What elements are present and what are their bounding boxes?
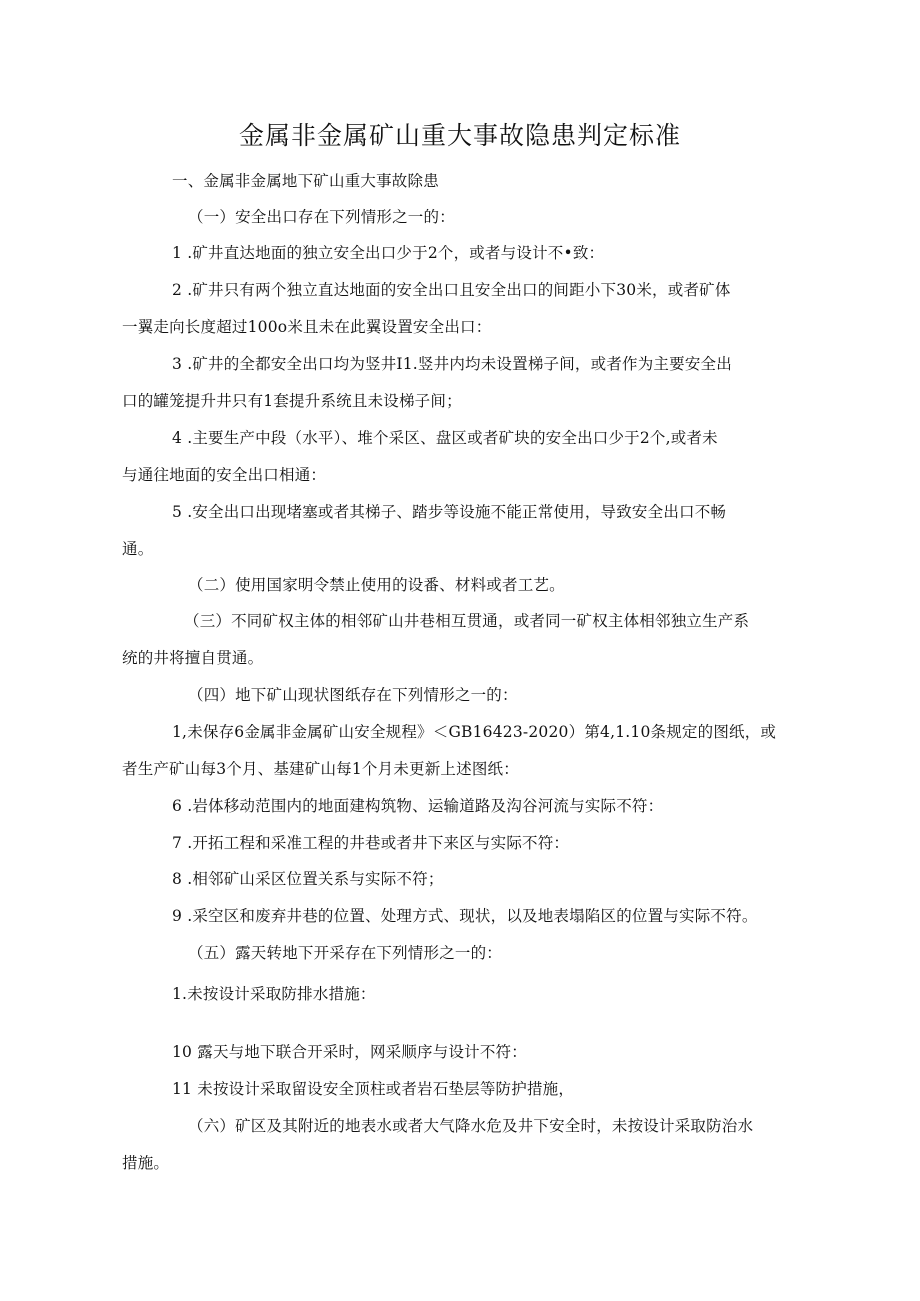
section-heading: 一、金属非金属地下矿山重大事故除患 [172,172,439,190]
list-item: 6 .岩体移动范围内的地面建构筑物、运输道路及沟谷河流与实际不符： [172,797,664,815]
list-item-continuation: 与通往地面的安全出口相通： [122,466,327,484]
list-item-continuation: 口的罐笼提升井只有1套提升系统且未设梯子间； [122,392,462,410]
list-item-continuation: 一翼走向长度超过100o米且未在此翼设置安全出口： [122,318,492,336]
subsection-heading: （一）安全出口存在下列情形之一的： [188,208,455,226]
list-item-continuation: 通。 [122,540,154,558]
subsection-continuation: 措施。 [122,1154,170,1172]
list-item: 8 .相邻矿山采区位置关系与实际不符； [172,870,444,888]
subsection-heading: （六）矿区及其附近的地表水或者大气降水危及井下安全时，未按设计采取防治水 [188,1117,754,1135]
list-item: 5 .安全出口出现堵塞或者其梯子、踏步等设施不能正常使用，导致安全出口不畅 [172,503,727,521]
list-item: 7 .开拓工程和采准工程的井巷或者井下来区与实际不符： [172,834,570,852]
list-item: 11 未按设计采取留设安全顶柱或者岩石垫层等防护措施， [172,1080,575,1098]
subsection-continuation: 统的井将擅自贯通。 [122,649,264,667]
list-item: 1 .矿井直达地面的独立安全出口少于2个，或者与设计不•致： [172,244,605,262]
document-title: 金属非金属矿山重大事故隐患判定标准 [238,121,681,150]
list-item: 2 .矿井只有两个独立直达地面的安全出口且安全出口的间距小下30米，或者矿体 [172,281,731,299]
list-item: 9 .采空区和废弃井巷的位置、处理方式、现状，以及地表塌陷区的位置与实际不符。 [172,907,758,925]
list-item: 1.未按设计采取防排水措施： [172,985,376,1003]
subsection-heading: （二）使用国家明令禁止使用的设番、材料或者工艺。 [188,576,565,594]
list-item: 3 .矿井的全都安全出口均为竖井I1.竖井内均未设置梯子间，或者作为主要安全出 [172,355,732,373]
subsection-heading: （五）露天转地下开采存在下列情形之一的： [188,944,503,962]
list-item: 1,未保存6金属非金属矿山安全规程》＜GB16423-2020）第4,1.10条规定的图纸，或 [172,723,777,741]
list-item-continuation: 者生产矿山每3个月、基建矿山每1个月未更新上述图纸： [122,760,519,778]
subsection-heading: （三）不同矿权主体的相邻矿山井巷相互贯通，或者同一矿权主体相邻独立生产系 [184,612,750,630]
list-item: 10 露天与地下联合开采时，网采顺序与设计不符： [172,1043,527,1061]
subsection-heading: （四）地下矿山现状图纸存在下列情形之一的： [188,686,518,704]
list-item: 4 .主要生产中段（水平）、堆个采区、盘区或者矿块的安全出口少于2个,或者未 [172,429,718,447]
